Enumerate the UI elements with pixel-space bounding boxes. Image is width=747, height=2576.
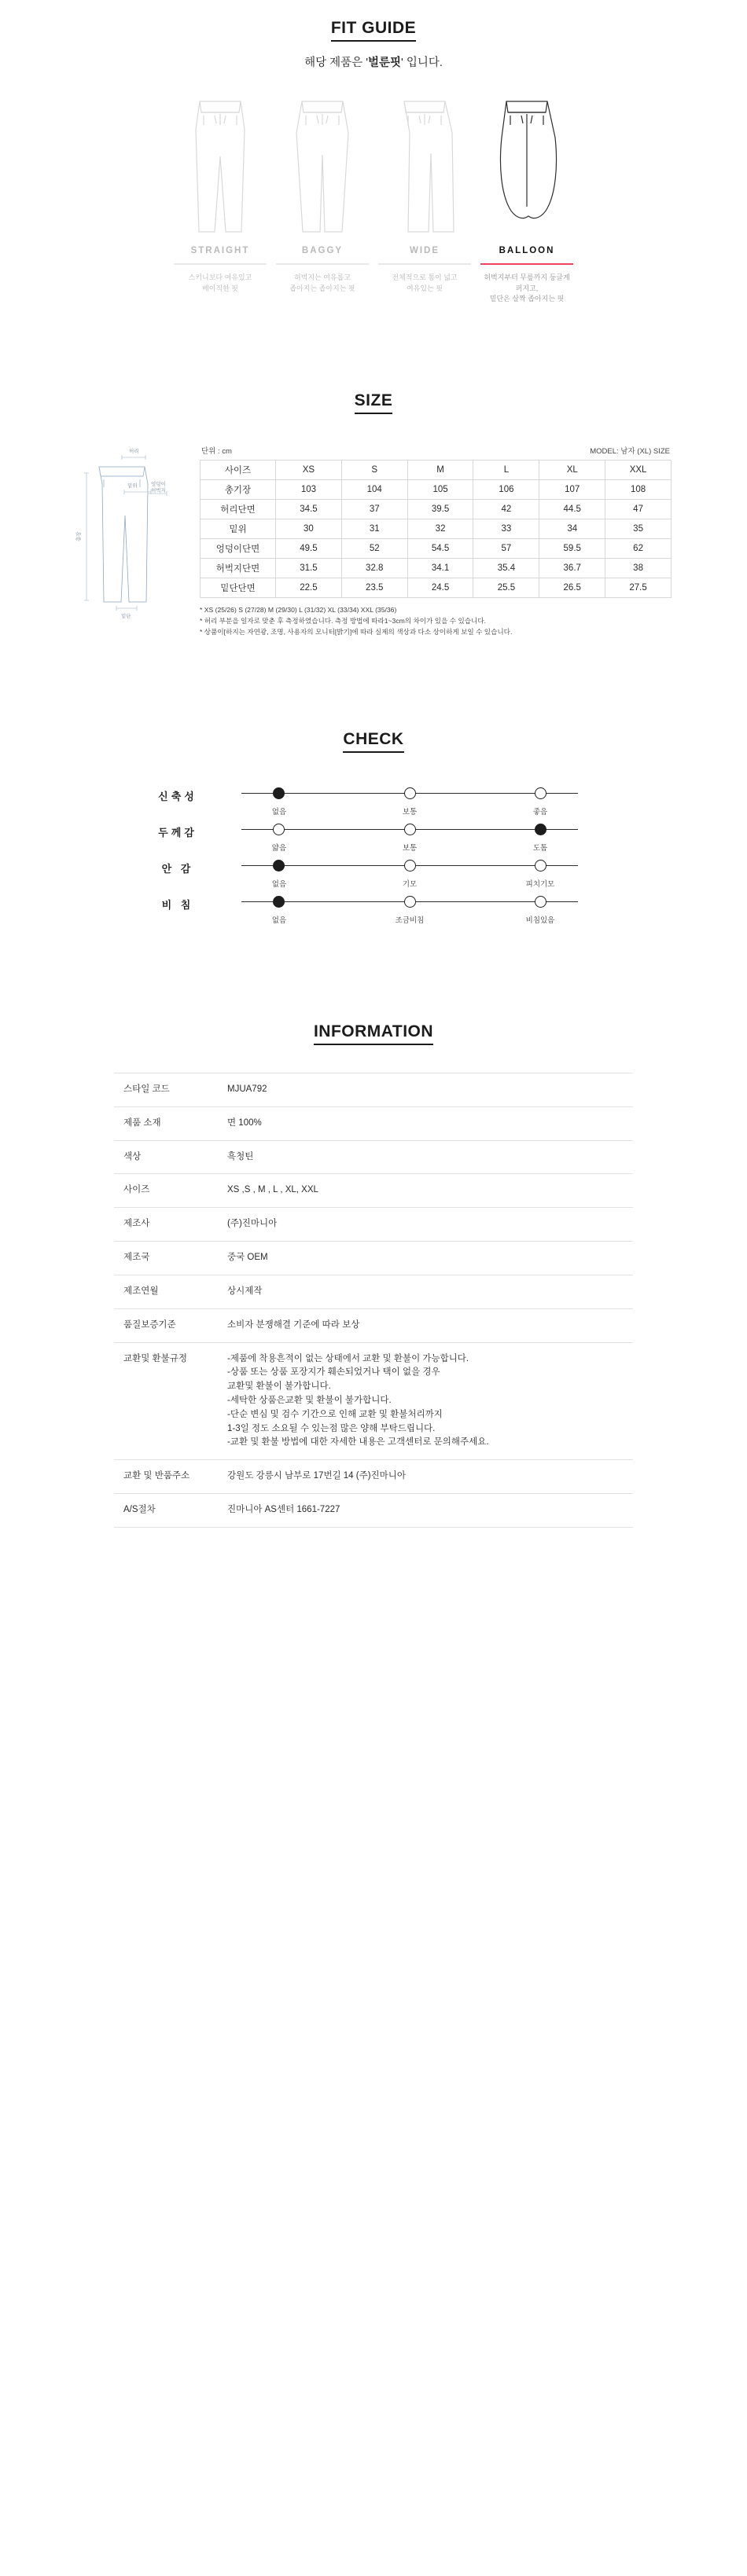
check-option[interactable] <box>214 892 344 925</box>
fit-options-row <box>0 97 747 305</box>
info-key: 제조연월 <box>114 1275 216 1308</box>
size-note: * XS (25/26) S (27/28) M (29/30) L (31/32) XL (33/34) XXL (35/36) <box>200 605 397 614</box>
size-model-label: MODEL: 남자 (XL) SIZE <box>590 446 670 456</box>
baggy-pants-icon <box>276 97 369 237</box>
size-cell: 36.7 <box>539 558 605 578</box>
table-row <box>114 1140 633 1174</box>
size-cell: 57 <box>473 538 539 558</box>
size-title: SIZE <box>0 391 747 410</box>
information-section <box>0 1022 747 1559</box>
size-cell: 34 <box>539 519 605 538</box>
check-dot-selected[interactable] <box>535 824 546 835</box>
table-row <box>201 578 672 597</box>
size-cell: 54.5 <box>407 538 473 558</box>
info-value: 상시제작 <box>216 1275 633 1308</box>
info-value: 흑청틴 <box>216 1140 633 1174</box>
table-row <box>201 499 672 519</box>
info-value: 면 100% <box>216 1106 633 1140</box>
check-option-label: 조금비침 <box>395 916 425 926</box>
check-option-label: 비침있음 <box>525 916 555 926</box>
fit-desc-wide: 전체적으로 통이 넓고 여유있는 핏 <box>392 273 458 292</box>
balloon-pants-icon <box>480 97 573 237</box>
check-option-label: 없음 <box>271 916 287 926</box>
fit-subtitle-post: ' 입니다. <box>401 57 443 69</box>
size-cell: 44.5 <box>539 499 605 519</box>
information-title: INFORMATION <box>0 1022 747 1041</box>
fit-guide-section <box>0 0 747 305</box>
size-cell: 26.5 <box>539 578 605 597</box>
svg-text:밑단: 밑단 <box>121 613 131 619</box>
check-dot-selected[interactable] <box>273 860 285 872</box>
size-cell: 35.4 <box>473 558 539 578</box>
fit-bar-straight <box>174 263 267 265</box>
check-option[interactable] <box>214 783 344 816</box>
size-cell: 23.5 <box>341 578 407 597</box>
size-table <box>200 460 672 598</box>
table-row <box>114 1106 633 1140</box>
size-cell: 52 <box>341 538 407 558</box>
size-header-cell: XS <box>276 460 342 479</box>
check-option-label: 도톰 <box>532 844 548 853</box>
table-row <box>201 558 672 578</box>
check-dot[interactable] <box>535 860 546 872</box>
check-option-label: 피치기모 <box>525 880 555 890</box>
size-cell: 32 <box>407 519 473 538</box>
table-row <box>114 1242 633 1275</box>
info-key: 사이즈 <box>114 1174 216 1208</box>
svg-text:허리: 허리 <box>129 448 139 454</box>
size-note: * 허리 부분을 일자로 맞춘 후 측정하였습니다. 측정 방법에 따라1~3cm의 차이가 있을 수 있습니다. <box>200 616 487 625</box>
fit-subtitle-bold: 벌룬핏 <box>367 57 402 69</box>
check-option-label: 없음 <box>271 808 287 817</box>
check-option-label: 기모 <box>402 880 418 890</box>
size-cell: 103 <box>276 479 342 499</box>
check-title: CHECK <box>0 730 747 749</box>
info-value: 진마니아 AS센터 1661-7227 <box>216 1494 633 1528</box>
svg-text:엉덩이: 엉덩이 <box>151 481 166 487</box>
size-row-label: 총기장 <box>201 479 276 499</box>
size-notes <box>200 604 672 638</box>
check-row-label: 비 침 <box>161 899 194 912</box>
check-dot[interactable] <box>535 896 546 908</box>
size-note: * 상품이[하지는 자연광, 조명, 사용자의 모니터[밝기]에 따라 실제의 색상과 다소 상이하게 보일 수 있습니다. <box>200 627 513 636</box>
check-option[interactable] <box>344 783 475 816</box>
svg-text:총장: 총장 <box>76 530 82 541</box>
fit-bar-baggy <box>276 263 369 265</box>
info-key: 품질보증기준 <box>114 1308 216 1342</box>
info-key: 제조사 <box>114 1208 216 1242</box>
size-cell: 104 <box>341 479 407 499</box>
size-diagram <box>75 445 193 638</box>
check-row-transparency <box>142 892 605 926</box>
table-row <box>114 1275 633 1308</box>
info-key: 제품 소재 <box>114 1106 216 1140</box>
check-option[interactable] <box>475 856 605 889</box>
check-option[interactable] <box>344 892 475 925</box>
check-option[interactable] <box>475 892 605 925</box>
size-cell: 27.5 <box>605 578 672 597</box>
check-option[interactable] <box>475 820 605 853</box>
fit-subtitle-pre: 해당 제품은 ' <box>304 57 368 69</box>
info-key: 스타일 코드 <box>114 1073 216 1107</box>
info-key: 교환 및 반품주소 <box>114 1460 216 1494</box>
size-header-cell: M <box>407 460 473 479</box>
size-cell: 34.1 <box>407 558 473 578</box>
fit-label-wide: WIDE <box>409 246 440 255</box>
size-header-cell: XXL <box>605 460 672 479</box>
size-header-cell: XL <box>539 460 605 479</box>
size-body <box>0 445 747 638</box>
size-cell: 39.5 <box>407 499 473 519</box>
table-row <box>114 1460 633 1494</box>
info-value: 중국 OEM <box>216 1242 633 1275</box>
check-dot[interactable] <box>404 896 416 908</box>
size-cell: 31.5 <box>276 558 342 578</box>
check-dot-selected[interactable] <box>273 896 285 908</box>
size-cell: 47 <box>605 499 672 519</box>
table-row <box>201 519 672 538</box>
size-unit-label: 단위 : cm <box>201 446 232 456</box>
check-dot[interactable] <box>535 787 546 799</box>
size-row-label: 밑단단면 <box>201 578 276 597</box>
size-table-area <box>200 445 672 638</box>
size-section <box>0 391 747 638</box>
check-body <box>0 783 747 928</box>
check-option[interactable] <box>344 820 475 853</box>
size-header-cell: S <box>341 460 407 479</box>
information-table <box>114 1073 633 1528</box>
size-row-label: 허리단면 <box>201 499 276 519</box>
check-row-label: 두께감 <box>158 827 197 839</box>
information-body <box>0 1073 747 1528</box>
size-cell: 106 <box>473 479 539 499</box>
check-option[interactable] <box>214 820 344 853</box>
info-key: 교환및 환불규정 <box>114 1342 216 1460</box>
size-cell: 37 <box>341 499 407 519</box>
wide-pants-icon <box>378 97 471 237</box>
check-dot[interactable] <box>273 824 285 835</box>
svg-text:밑위: 밑위 <box>127 483 138 489</box>
size-row-label: 밑위 <box>201 519 276 538</box>
check-row-lining <box>142 856 605 890</box>
check-row-label: 안 감 <box>161 863 194 875</box>
check-dot[interactable] <box>404 824 416 835</box>
size-header-cell: L <box>473 460 539 479</box>
fit-label-straight: STRAIGHT <box>190 246 250 255</box>
info-key: A/S절차 <box>114 1494 216 1528</box>
info-key: 제조국 <box>114 1242 216 1275</box>
check-option-label: 좋음 <box>532 808 548 817</box>
check-row-stretch <box>142 783 605 817</box>
fit-desc-baggy: 허벅지는 여유롭고 좁아지는 좁아지는 핏 <box>289 273 355 292</box>
size-header-cell: 사이즈 <box>201 460 276 479</box>
size-cell: 22.5 <box>276 578 342 597</box>
size-cell: 30 <box>276 519 342 538</box>
info-value: (주)진마니아 <box>216 1208 633 1242</box>
check-option[interactable] <box>344 856 475 889</box>
size-cell: 38 <box>605 558 672 578</box>
info-value: XS ,S , M , L , XL, XXL <box>216 1174 633 1208</box>
info-value: 강원도 강릉시 남부로 17번길 14 (주)진마니아 <box>216 1460 633 1494</box>
size-cell: 31 <box>341 519 407 538</box>
size-cell: 42 <box>473 499 539 519</box>
size-cell: 34.5 <box>276 499 342 519</box>
check-row-thickness <box>142 820 605 853</box>
check-option[interactable] <box>475 783 605 816</box>
fit-guide-title: FIT GUIDE <box>0 19 747 38</box>
fit-desc-straight: 스키니보다 여유있고 베이직한 핏 <box>188 273 252 292</box>
fit-option-balloon <box>480 97 573 305</box>
fit-label-baggy: BAGGY <box>301 246 344 255</box>
info-value: MJUA792 <box>216 1073 633 1107</box>
check-dot[interactable] <box>404 860 416 872</box>
fit-option-wide <box>378 97 471 305</box>
table-row <box>114 1342 633 1460</box>
table-row <box>114 1308 633 1342</box>
size-cell: 49.5 <box>276 538 342 558</box>
table-row <box>114 1073 633 1107</box>
check-option-label: 보통 <box>402 808 418 817</box>
size-cell: 35 <box>605 519 672 538</box>
check-dot-selected[interactable] <box>273 787 285 799</box>
size-table-meta <box>200 445 672 456</box>
fit-option-baggy <box>276 97 369 305</box>
table-row <box>114 1208 633 1242</box>
size-cell: 105 <box>407 479 473 499</box>
info-key: 색상 <box>114 1140 216 1174</box>
info-value: -제품에 착용흔적이 없는 상태에서 교환 및 환불이 가능합니다. -상품 또는 상품 포장지가 훼손되었거나 택이 없을 경우 교환및 환불이 불가합니다. -세탁한 상품은교환 및 환불이 불가합니다. -단순 변심 및 검수 기간으로 인해 교환 및 환불처리까지 1-3일 정도 소요될 수 있는점 많은 양해 부탁드립니다. -교환 및 환불 방법에 대한 자세한 내용은 고객센터로 문의해주세요. <box>216 1342 633 1460</box>
size-cell: 108 <box>605 479 672 499</box>
check-option[interactable] <box>214 856 344 889</box>
size-cell: 33 <box>473 519 539 538</box>
table-row <box>201 538 672 558</box>
size-row-label: 엉덩이단면 <box>201 538 276 558</box>
straight-pants-icon <box>174 97 267 237</box>
size-cell: 25.5 <box>473 578 539 597</box>
fit-guide-subtitle <box>0 53 747 70</box>
size-table-header-row <box>201 460 672 479</box>
table-row <box>114 1494 633 1528</box>
check-section <box>0 730 747 928</box>
size-cell: 32.8 <box>341 558 407 578</box>
check-row-label: 신축성 <box>158 791 197 803</box>
fit-desc-balloon: 허벅지부터 무릎까지 둥글게 퍼지고, 밑단은 살짝 좁아지는 핏 <box>484 273 570 303</box>
fit-bar-wide <box>378 263 471 265</box>
fit-label-balloon: BALLOON <box>499 246 555 255</box>
fit-bar-balloon <box>480 263 573 265</box>
check-option-label: 없음 <box>271 880 287 890</box>
size-cell: 107 <box>539 479 605 499</box>
size-cell: 62 <box>605 538 672 558</box>
size-row-label: 허벅지단면 <box>201 558 276 578</box>
fit-option-straight <box>174 97 267 305</box>
svg-text:허벅지: 허벅지 <box>151 487 166 494</box>
size-cell: 59.5 <box>539 538 605 558</box>
check-option-label: 보통 <box>402 844 418 853</box>
check-dot[interactable] <box>404 787 416 799</box>
table-row <box>201 479 672 499</box>
size-cell: 24.5 <box>407 578 473 597</box>
table-row <box>114 1174 633 1208</box>
info-value: 소비자 분쟁해결 기준에 따라 보상 <box>216 1308 633 1342</box>
check-option-label: 얇음 <box>271 844 287 853</box>
